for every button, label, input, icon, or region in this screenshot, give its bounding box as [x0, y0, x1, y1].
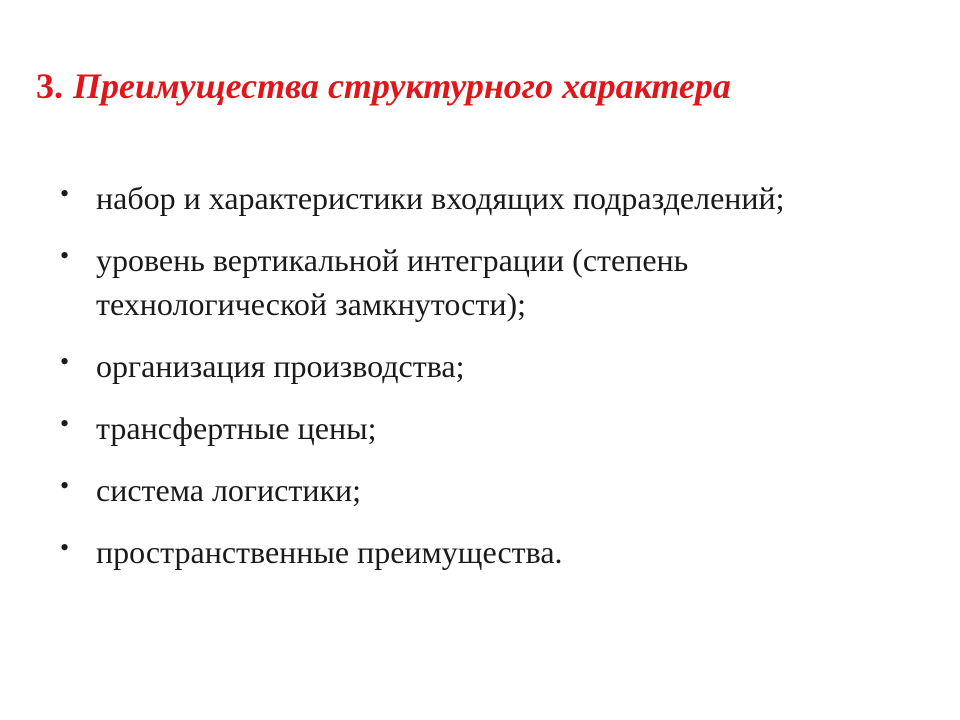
list-item — [60, 238, 920, 326]
heading-number: 3. — [36, 66, 63, 106]
bullet-icon: • — [60, 471, 70, 500]
list-item — [60, 468, 920, 512]
bullet-list — [60, 176, 920, 592]
bullet-icon: • — [60, 533, 70, 562]
bullet-icon: • — [60, 409, 70, 438]
list-item — [60, 530, 920, 574]
list-item — [60, 176, 920, 220]
list-item — [60, 344, 920, 388]
list-item-text: система логистики; — [96, 472, 362, 508]
list-item-text: трансфертные цены; — [96, 410, 377, 446]
list-item — [60, 406, 920, 450]
bullet-icon: • — [60, 241, 70, 270]
list-item-text: организация производства; — [96, 348, 465, 384]
bullet-icon: • — [60, 347, 70, 376]
list-item-text: набор и характеристики входящих подразделений; — [96, 180, 785, 216]
bullet-icon: • — [60, 179, 70, 208]
slide-heading — [36, 64, 731, 108]
heading-title: Преимущества структурного характера — [73, 66, 731, 106]
list-item-text: пространственные преимущества. — [96, 534, 563, 570]
list-item-text: уровень вертикальной интеграции (степень технологической замкнутости); — [96, 242, 689, 322]
